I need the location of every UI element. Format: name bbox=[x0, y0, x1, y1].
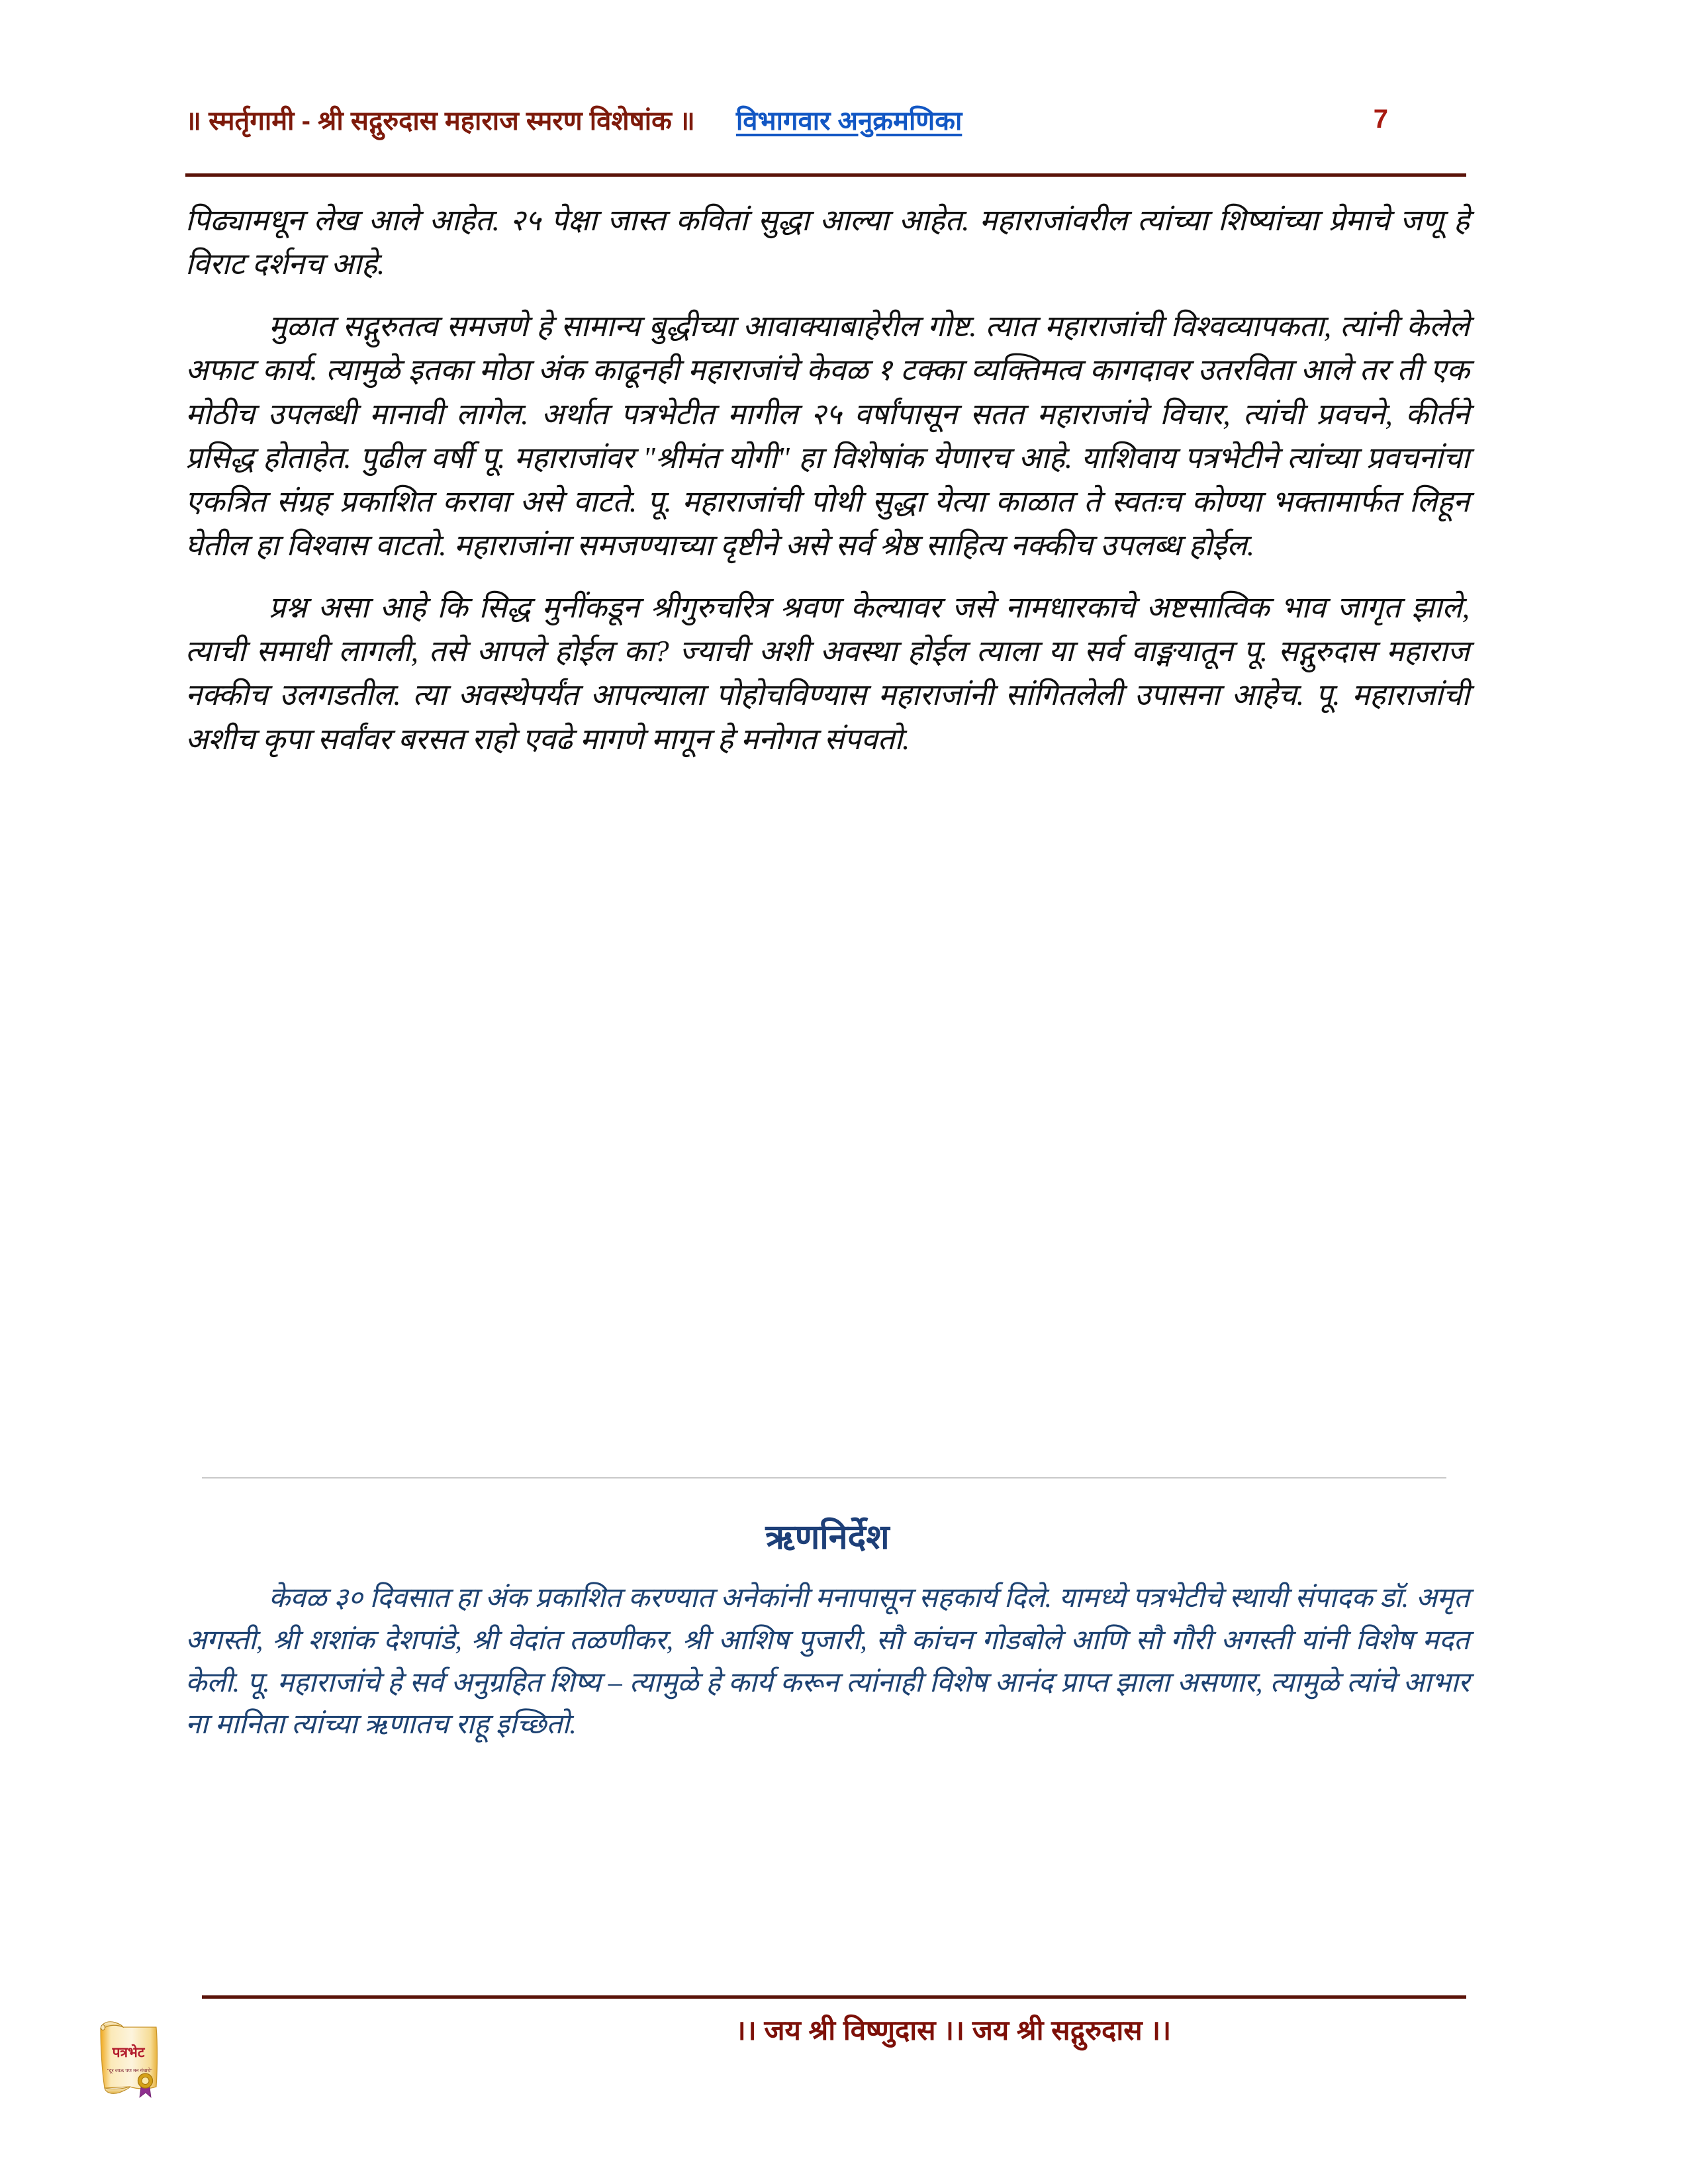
credits-section bbox=[185, 1512, 1470, 1747]
footer-divider bbox=[202, 1995, 1466, 1999]
logo-tagline-text: "दूर जाऊ पण मन गंधाचे" bbox=[107, 2068, 152, 2073]
footer-text: ।। जय श्री विष्णुदास ।। जय श्री सद्गुरुदास ।। bbox=[735, 2015, 1172, 2046]
patrabhet-scroll-logo bbox=[91, 2015, 181, 2098]
credits-title: ऋणनिर्देश bbox=[765, 1518, 890, 1557]
page-number: 7 bbox=[1373, 104, 1388, 134]
body-paragraph: मुळात सद्गुरुतत्व समजणे हे सामान्य बुद्धीच्या आवाक्याबाहेरील गोष्ट. त्यात महाराजांची विश्वव्यापकता, त्यांनी केलेले अफाट कार्य. त्यामुळे इतका मोठा अंक काढूनही महाराजांचे केवळ १ टक्का व्यक्तिमत्व कागदावर उतरविता आले तर ती एक मोठीच उपलब्धी मानावी लागेल. अर्थात पत्रभेटीत मागील २५ वर्षांपासून सतत महाराजांचे विचार, त्यांची प्रवचने, कीर्तने प्रसिद्ध होताहेत. पुढील वर्षी पू. महाराजांवर "श्रीमंत योगी" हा विशेषांक येणारच आहे. याशिवाय पत्रभेटीने त्यांच्या प्रवचनांचा एकत्रित संग्रह प्रकाशित करावा असे वाटते. पू. महाराजांची पोथी सुद्धा येत्या काळात ते स्वतःच कोण्या भक्तामार्फत लिहून घेतील हा विश्वास वाटतो. महाराजांना समजण्याच्या दृष्टीने असे सर्व श्रेष्ठ साहित्य नक्कीच उपलब्ध होईल. bbox=[185, 310, 1470, 562]
section-divider bbox=[202, 1477, 1446, 1479]
seal-inner-icon bbox=[142, 2077, 149, 2085]
scroll-roll-end-icon bbox=[101, 2025, 105, 2030]
body-paragraph: प्रश्न असा आहे कि सिद्ध मुनींकडून श्रीगुरुचरित्र श्रवण केल्यावर जसे नामधारकाचे अष्टसात्विक भाव जागृत झाले, त्याची समाधी लागली, तसे आपले होईल का? ज्याची अशी अवस्था होईल त्याला या सर्व वाङ्मयातून पू. सद्गुरुदास महाराज नक्कीच उलगडतील. त्या अवस्थेपर्यंत आपल्याला पोहोचविण्यास महाराजांनी सांगितलेली उपासना आहेच. पू. महाराजांची अशीच कृपा सर्वांवर बरसत राहो एवढे मागणे मागून हे मनोगत संपवतो. bbox=[185, 591, 1470, 756]
header-index-link[interactable]: विभागवार अनुक्रमणिका bbox=[735, 106, 962, 136]
credits-body: केवळ ३० दिवसात हा अंक प्रकाशित करण्यात अनेकांनी मनापासून सहकार्य दिले. यामध्ये पत्रभेटीचे स्थायी संपादक डॉ. अमृत अगस्ती, श्री शशांक देशपांडे, श्री वेदांत तळणीकर, श्री आशिष पुजारी, सौ कांचन गोडबोले आणि सौ गौरी अगस्ती यांनी विशेष मदत केली. पू. महाराजांचे हे सर्व अनुग्रहित शिष्य – त्यामुळे हे कार्य करून त्यांनाही विशेष आनंद प्राप्त झाला असणार, त्यामुळे त्यांचे आभार ना मानिता त्यांच्या ऋणातच राहू इच्छितो. bbox=[185, 1583, 1470, 1741]
logo-brand-text: पत्रभेट bbox=[112, 2045, 145, 2060]
header-divider bbox=[185, 173, 1466, 177]
body-paragraph: पिढ्यामधून लेख आले आहेत. २५ पेक्षा जास्त कवितां सुद्धा आल्या आहेत. महाराजांवरील त्यांच्या शिष्यांच्या प्रेमाचे जणू हे विराट दर्शनच आहे. bbox=[185, 204, 1470, 281]
header-title: ॥ स्मर्तृगामी - श्री सद्गुरुदास महाराज स्मरण विशेषांक ॥ bbox=[185, 106, 695, 136]
main-content bbox=[185, 199, 1470, 765]
page-header bbox=[185, 93, 1466, 146]
